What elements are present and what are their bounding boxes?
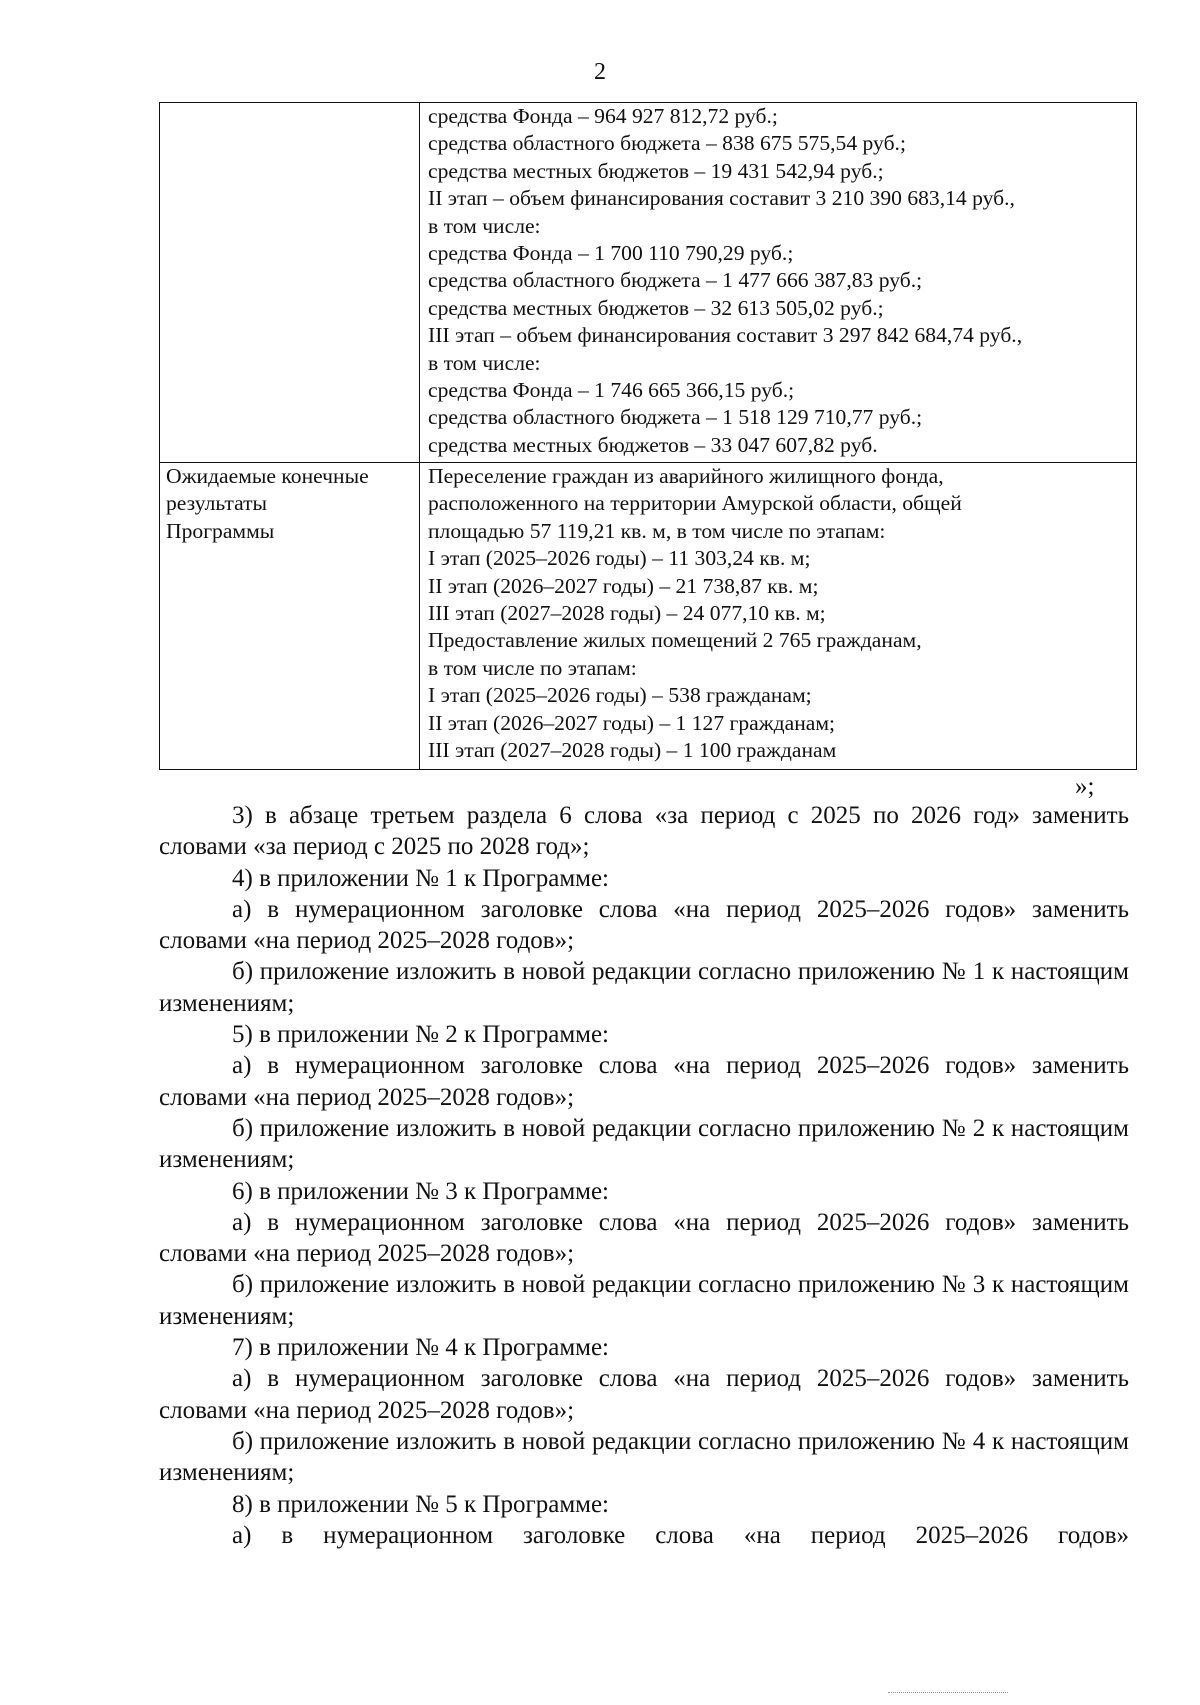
financing-line: средства местных бюджетов – 19 431 542,94 руб.; xyxy=(428,158,884,183)
paragraph: 3) в абзаце третьем раздела 6 слова «за период с 2025 по 2026 год» заменить словами «за период с 2025 по 2028 год»; xyxy=(159,802,1129,861)
results-line: I этап (2025–2026 годы) – 538 гражданам; xyxy=(428,683,812,708)
paragraph: а) в нумерационном заголовке слова «на период 2025–2026 годов» заменить словами «на период 2025–2028 годов»; xyxy=(159,895,1129,955)
closing-quote: »; xyxy=(1075,773,1095,800)
results-line: в том числе по этапам: xyxy=(428,655,637,680)
results-line: Предоставление жилых помещений 2 765 гражданам, xyxy=(428,628,922,653)
page-number: 2 xyxy=(594,59,606,85)
results-line: III этап (2027–2028 годы) – 1 100 гражданам xyxy=(428,738,837,763)
results-line: расположенного на территории Амурской области, общей xyxy=(428,491,962,516)
row-label-cell xyxy=(160,103,420,463)
paragraph: 6) в приложении № 3 к Программе: xyxy=(232,1177,610,1205)
scan-artifact-line xyxy=(888,1692,1008,1693)
financing-line: средства областного бюджета – 1 518 129 710,77 руб.; xyxy=(428,405,923,430)
financing-line: в том числе: xyxy=(428,350,541,375)
paragraph: б) приложение изложить в новой редакции согласно приложению № 4 к настоящим изменениям; xyxy=(159,1427,1129,1487)
results-line: Переселение граждан из аварийного жилищного фонда, xyxy=(428,464,944,488)
financing-line: средства областного бюджета – 1 477 666 387,83 руб.; xyxy=(428,268,923,293)
financing-line: III этап – объем финансирования составит 3 297 842 684,74 руб., xyxy=(428,323,1023,348)
results-line: I этап (2025–2026 годы) – 11 303,24 кв. м; xyxy=(428,546,811,571)
paragraph: 5) в приложении № 2 к Программе: xyxy=(232,1021,610,1049)
amendments-text xyxy=(159,800,1129,1551)
financing-line: средства Фонда – 964 927 812,72 руб.; xyxy=(428,104,778,128)
paragraph: а) в нумерационном заголовке слова «на период 2025–2026 годов» заменить словами «на период 2025–2028 годов»; xyxy=(159,1365,1129,1424)
results-line: III этап (2027–2028 годы) – 24 077,10 кв. м; xyxy=(428,601,826,626)
paragraph: б) приложение изложить в новой редакции согласно приложению № 1 к настоящим изменениям; xyxy=(159,958,1129,1017)
results-line: II этап (2026–2027 годы) – 1 127 гражданам; xyxy=(428,710,836,735)
row-label-cell xyxy=(160,463,420,770)
paragraph: б) приложение изложить в новой редакции согласно приложению № 2 к настоящим изменениям; xyxy=(159,1114,1129,1174)
financing-line: средства местных бюджетов – 32 613 505,02 руб.; xyxy=(428,295,884,320)
expected-results-cell xyxy=(420,463,1137,770)
results-line: II этап (2026–2027 годы) – 21 738,87 кв. м; xyxy=(428,573,819,598)
paragraph: а) в нумерационном заголовке слова «на период 2025–2026 годов» заменить словами «на период 2025–2028 годов»; xyxy=(159,1052,1129,1111)
financing-line: II этап – объем финансирования составит 3 210 390 683,14 руб., xyxy=(428,186,1015,211)
financing-line: средства Фонда – 1 700 110 790,29 руб.; xyxy=(428,241,794,266)
paragraph: 7) в приложении № 4 к Программе: xyxy=(232,1334,610,1362)
table-row-expected-results xyxy=(160,463,1137,770)
paragraph: 8) в приложении № 5 к Программе: xyxy=(232,1490,610,1518)
row-label-line: Ожидаемые конечные xyxy=(166,464,369,488)
program-passport-table xyxy=(159,102,1137,770)
paragraph: 4) в приложении № 1 к Программе: xyxy=(232,864,610,892)
financing-line: средства Фонда – 1 746 665 366,15 руб.; xyxy=(428,378,795,403)
financing-line: в том числе: xyxy=(428,213,541,238)
results-line: площадью 57 119,21 кв. м, в том числе по этапам: xyxy=(428,518,886,543)
paragraph: а) в нумерационном заголовке слова «на период 2025–2026 годов» xyxy=(232,1521,1129,1549)
table-row-financing xyxy=(160,103,1137,463)
paragraph: а) в нумерационном заголовке слова «на период 2025–2026 годов» заменить словами «на период 2025–2028 годов»; xyxy=(159,1208,1129,1268)
financing-cell xyxy=(420,103,1137,463)
financing-line: средства областного бюджета – 838 675 575,54 руб.; xyxy=(428,131,906,156)
financing-line: средства местных бюджетов – 33 047 607,82 руб. xyxy=(428,432,878,457)
paragraph: б) приложение изложить в новой редакции согласно приложению № 3 к настоящим изменениям; xyxy=(159,1271,1129,1330)
row-label-line: результаты xyxy=(166,491,268,516)
row-label-line: Программы xyxy=(166,518,275,543)
